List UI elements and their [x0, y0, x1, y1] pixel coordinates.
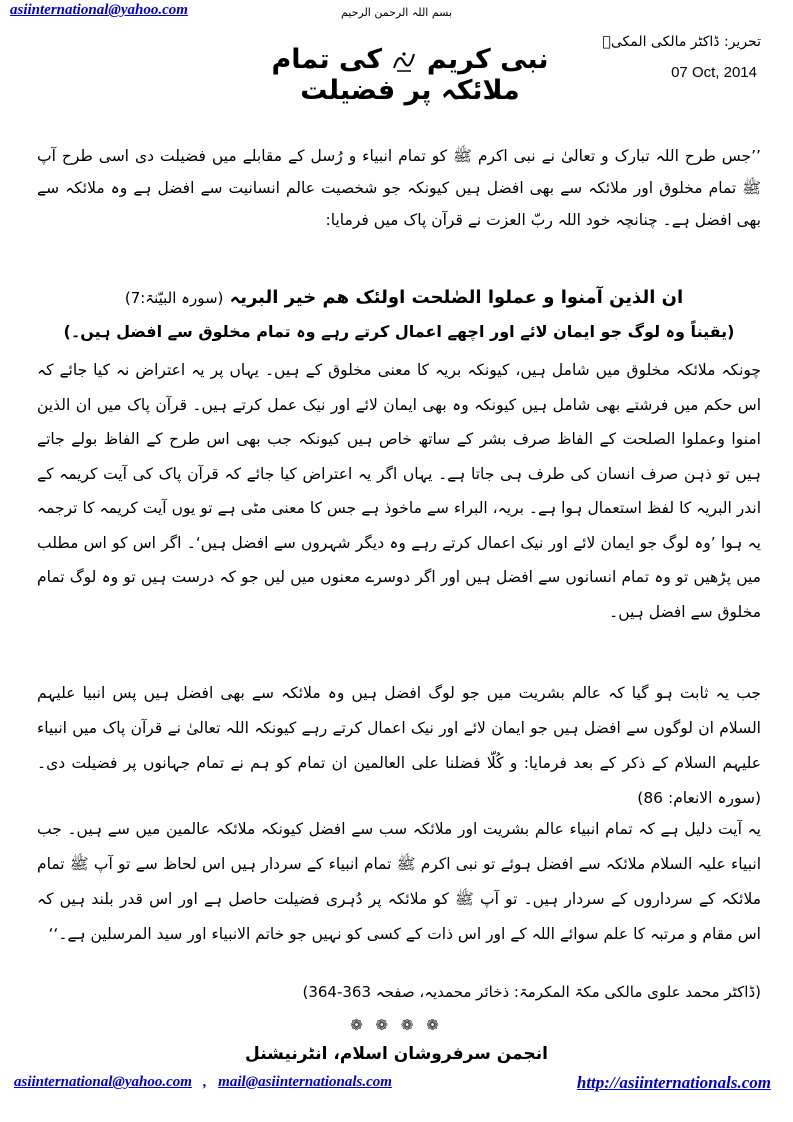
footer-email-2[interactable]: mail@asiinternationals.com — [218, 1074, 392, 1090]
verse-reference: (سورہ البیّنۃ:7) — [124, 289, 224, 307]
quran-verse — [37, 287, 761, 308]
paragraph-4: یہ آیت دلیل ہے کہ تمام انبیاء عالم بشریت اور ملائکہ سب سے افضل کیونکہ ملائکہ عالمین میں سے ہیں۔ جب انبیاء علیہ السلام ملائکہ سے افضل ہوئے تو نبی اکرم ﷺ تمام انبیاء کے سردار ہیں اس لحاظ سے تو آپ ﷺ تمام ملائکہ کے سرداروں کے سردار ہیں۔ تو آپ ﷺ کو ملائکہ پر دُہری فضیلت حاصل ہے اور اس قدر بلند ہیں کہ اس مقام و مرتبہ کا علم سوائے اللہ کے اور اس ذات کے کسی کو نہیں جو خاتم الانبیاء اور سید المرسلین ہے۔‘‘ — [37, 820, 761, 943]
intro-paragraph: ’’جس طرح اللہ تبارک و تعالیٰ نے نبی اکرم ﷺ کو تمام انبیاء و رُسل کے مقابلے میں فضیلت دی اسی طرح آپ ﷺ تمام مخلوق اور ملائکہ سے بھی افضل ہیں کیونکہ جو شخصیت عالم انسانیت سے افضل ہے وہ ملائکہ سے بھی افضل ہے۔ چنانچہ خود اللہ ربّ العزت نے قرآن پاک میں فرمایا: — [37, 147, 761, 229]
paragraph-2: چونکہ ملائکہ مخلوق میں شامل ہیں، کیونکہ بریہ کا معنی مخلوق کے ہیں۔ یہاں پر یہ اعتراض نہ کیا جائے کہ اس حکم میں فرشتے بھی شامل ہیں کیونکہ وہ بھی ایمان لائے اور نیک عمل کرتے ہیں۔ قرآن پاک میں ان الذین امنوا وعملوا الصلحت کے الفاظ صرف بشر کے ساتھ خاص ہیں کیونکہ جب بھی اس طرح کے الفاظ بولے جاتے ہیں تو ذہن صرف انسان کی طرف ہی جاتا ہے۔ یہاں اگر یہ اعتراض کیا جائے کہ قرآن پاک کی آیت کریمہ کے اندر البریہ کا لفظ استعمال ہوا ہے۔ بریہ، البراء سے ماخوذ ہے جس کا معنی مٹی ہے تو یوں آیت کریمہ کا ترجمہ یہ ہوا ’وہ لوگ جو ایمان لائے اور نیک اعمال کرتے رہے وہ دیگر شہروں سے افضل ہیں‘۔ اگر اس کو اس مطلب میں پڑھیں تو وہ تمام انسانوں سے افضل ہیں اور اگر دوسرے معنوں میں لیں جو کہ درست ہیں تو وہ لوگ تمام مخلوق سے افضل ہیں۔ — [37, 361, 761, 621]
page-title — [240, 44, 580, 106]
salawat-calligraphy-icon — [391, 48, 417, 74]
header-email-link[interactable]: asiinternational@yahoo.com — [10, 2, 188, 18]
bismillah-heading: بسم اللہ الرحمن الرحیم — [340, 6, 453, 19]
title-part-2: کی تمام ملائکہ پر فضیلت — [271, 44, 520, 106]
title-part-1: نبی کریم — [426, 44, 549, 75]
footer-contacts — [14, 1074, 392, 1091]
footer-separator: , — [203, 1074, 207, 1090]
ornament-divider: ❁ ❁ ❁ ❁ — [350, 1016, 443, 1034]
verse-translation: (یقیناً وہ لوگ جو ایمان لائے اور اچھے اعمال کرتے رہے وہ تمام مخلوق سے افضل ہیں۔) — [63, 322, 735, 341]
footer-website-link[interactable]: http://asiinternationals.com — [576, 1073, 771, 1092]
organization-name: انجمن سرفروشان اسلام، انٹرنیشنل — [245, 1044, 548, 1064]
paragraph-3: جب یہ ثابت ہو گیا کہ عالم بشریت میں جو لوگ افضل ہیں وہ ملائکہ سے بھی افضل ہیں پس انبیا علیہم السلام ان لوگوں سے افضل ہیں جو ایمان لائے اور نیک اعمال کرتے رہے کیونکہ اللہ تعالیٰ نے قرآن پاک میں انبیاء علیہم السلام کے ذکر کے بعد فرمایا: و کُلّا فضلنا علی العالمین ان تمام کو ہم نے تمام جہانوں پر فضیلت دی۔ (سورہ الانعام: 86) — [37, 684, 761, 807]
footer-email-1[interactable]: asiinternational@yahoo.com — [14, 1074, 192, 1090]
verse-text: ان الذین آمنوا و عملوا الصٰلحت اولئک ھم خیر البریہ — [229, 287, 684, 308]
date-line: 07 Oct, 2014 — [671, 64, 757, 81]
source-reference: (ڈاکٹر محمد علوی مالکی مکۃ المکرمۃ: ذخائر محمدیہ، صفحہ 363-364) — [302, 983, 761, 1001]
author-line: تحریر: ڈاکٹر مالکی المکیؒ — [602, 34, 761, 50]
